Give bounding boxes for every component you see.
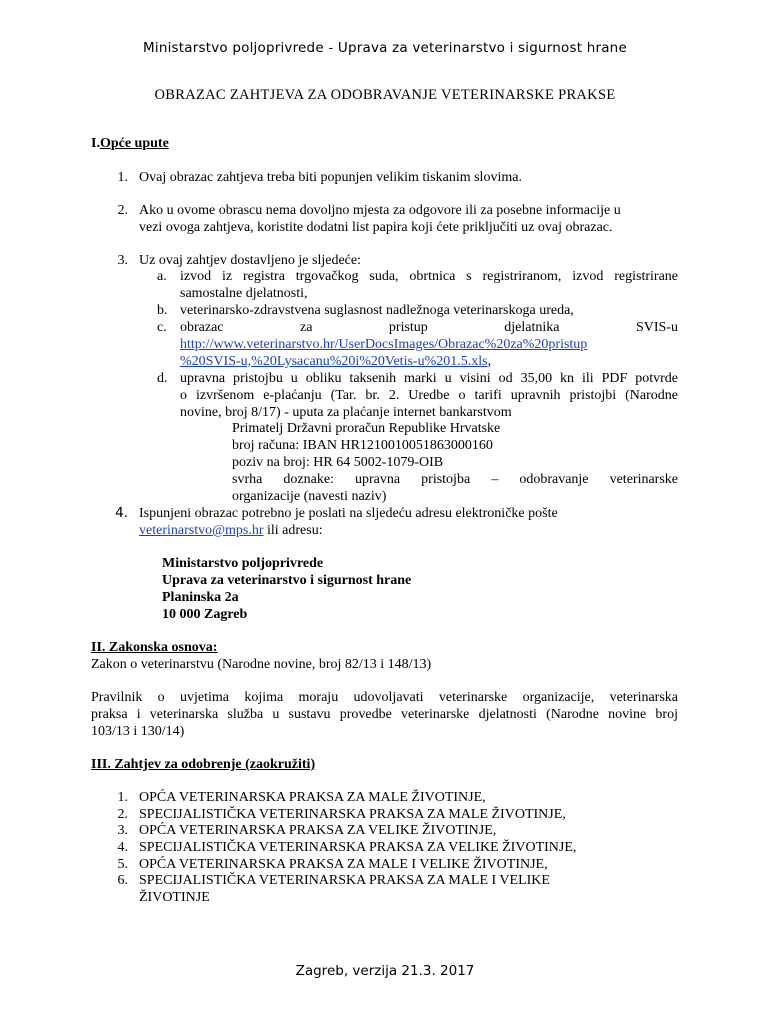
option-2-text[interactable]: SPECIJALISTIČKA VETERINARSKA PRAKSA ZA MALE ŽIVOTINJE,: [139, 807, 566, 822]
sub-d-line-2: o izvršenom e-plaćanju (Tar. br. 2. Uredbe o tarifi upravnih pristojbi (Narodne: [180, 388, 678, 403]
option-2-number: 2.: [117, 807, 128, 822]
sub-a-letter: a.: [157, 269, 167, 284]
item-4-after-email: ili adresu:: [263, 523, 323, 538]
sub-d-letter: d.: [157, 371, 168, 386]
svis-form-link-part-1[interactable]: http://www.veterinarstvo.hr/UserDocsImages/Obrazac%20za%20pristup: [180, 337, 588, 352]
sub-a-line-1: izvod iz registra trgovačkog suda, obrtnica s registriranom, izvod registrirane: [180, 269, 678, 284]
sub-c-word-2: za: [300, 320, 313, 335]
sub-a-line-2: samostalne djelatnosti,: [180, 286, 308, 301]
page-footer: Zagreb, verzija 21.3. 2017: [295, 963, 475, 979]
svis-form-link-comma: ,: [487, 354, 492, 369]
item-4-line-1: Ispunjeni obrazac potrebno je poslati na sljedeću adresu elektroničke pošte: [139, 506, 558, 521]
item-3-text: Uz ovaj zahtjev dostavljeno je sljedeće:: [139, 253, 361, 268]
item-2-line-1: Ako u ovome obrascu nema dovoljno mjesta za odgovore ili za posebne informacije u: [139, 203, 621, 218]
option-5-text[interactable]: OPĆA VETERINARSKA PRAKSA ZA MALE I VELIKE ŽIVOTINJE,: [139, 857, 548, 872]
option-1-number: 1.: [117, 790, 128, 805]
address-line-1: Ministarstvo poljoprivrede: [162, 556, 324, 571]
option-3-number: 3.: [117, 823, 128, 838]
page-title: OBRAZAC ZAHTJEVA ZA ODOBRAVANJE VETERINARSKE PRAKSE: [154, 87, 616, 103]
address-line-4: 10 000 Zagreb: [162, 607, 248, 622]
svis-form-link-line-2[interactable]: [180, 353, 491, 370]
sub-b-letter: b.: [157, 303, 168, 318]
item-3-number: 3.: [117, 253, 128, 268]
sub-c-word-4: djelatnika: [504, 320, 560, 335]
payment-purpose-line-2: organizacije (navesti naziv): [232, 489, 387, 504]
option-1-text[interactable]: OPĆA VETERINARSKA PRAKSA ZA MALE ŽIVOTINJE,: [139, 790, 486, 805]
sub-c-word-3: pristup: [388, 320, 428, 335]
section-3-heading: III. Zahtjev za odobrenje (zaokružiti): [91, 757, 316, 772]
svis-form-link-part-2[interactable]: %20SVIS-u,%20Lysacanu%20i%20Vetis-u%201.5.xls: [180, 354, 488, 369]
sub-c-line-1: [180, 319, 678, 336]
option-4-text[interactable]: SPECIJALISTIČKA VETERINARSKA PRAKSA ZA VELIKE ŽIVOTINJE,: [139, 840, 577, 855]
item-2-line-2: vezi ovoga zahtjeva, koristite dodatni list papira koji ćete priključiti uz ovaj obrazac.: [139, 220, 613, 235]
law-2-line-2: praksa i veterinarska služba u sustavu provedbe veterinarske djelatnosti (Narodne novine broj: [91, 707, 678, 722]
sub-c-word-1: obrazac: [180, 320, 224, 335]
option-6-text[interactable]: SPECIJALISTIČKA VETERINARSKA PRAKSA ZA MALE I VELIKE: [139, 873, 550, 888]
option-4-number: 4.: [117, 840, 128, 855]
item-4-line-2: [139, 522, 323, 539]
svis-form-link-line-1[interactable]: [180, 336, 587, 353]
option-5-number: 5.: [117, 857, 128, 872]
payment-purpose-line-1: svrha doznake: upravna pristojba – odobravanje veterinarske: [232, 472, 678, 487]
page-header: Ministarstvo poljoprivrede - Uprava za veterinarstvo i sigurnost hrane: [143, 40, 627, 56]
law-2-line-1: Pravilnik o uvjetima kojima moraju udovoljavati veterinarske organizacije, veterinarska: [91, 690, 678, 705]
section-1-heading: [91, 136, 169, 152]
option-3-text[interactable]: OPĆA VETERINARSKA PRAKSA ZA VELIKE ŽIVOTINJE,: [139, 823, 497, 838]
email-link[interactable]: veterinarstvo@mps.hr: [139, 523, 264, 538]
item-1-number: 1.: [117, 170, 128, 185]
law-1: Zakon o veterinarstvu (Narodne novine, broj 82/13 i 148/13): [91, 657, 432, 672]
item-4-number: 4.: [115, 505, 128, 521]
sub-c-word-5: SVIS-u: [635, 320, 678, 335]
section-2-heading: II. Zakonska osnova:: [91, 640, 218, 655]
sub-c-letter: c.: [157, 320, 167, 335]
section-1-number: I.: [91, 136, 100, 151]
address-line-2: Uprava za veterinarstvo i sigurnost hrane: [162, 573, 412, 588]
option-6-text-line-2[interactable]: ŽIVOTINJE: [139, 890, 210, 905]
sub-b-text: veterinarsko-zdravstvena suglasnost nadležnoga veterinarskoga ureda,: [180, 303, 574, 318]
sub-d-line-3: novine, broj 8/17) - uputa za plaćanje internet bankarstvom: [180, 405, 512, 420]
payment-reference: poziv na broj: HR 64 5002-1079-OIB: [232, 455, 444, 470]
item-2-number: 2.: [117, 203, 128, 218]
payment-iban: broj računa: IBAN HR1210010051863000160: [232, 438, 493, 453]
section-1-title: Opće upute: [99, 136, 169, 151]
address-line-3: Planinska 2a: [162, 590, 239, 605]
sub-d-line-1: upravna pristojbu u obliku taksenih marki u visini od 35,00 kn ili PDF potvrde: [180, 371, 678, 386]
option-6-number: 6.: [117, 873, 128, 888]
law-2-line-3: 103/13 i 130/14): [91, 724, 185, 739]
item-1-text: Ovaj obrazac zahtjeva treba biti popunjen velikim tiskanim slovima.: [139, 170, 522, 185]
payment-recipient: Primatelj Državni proračun Republike Hrvatske: [232, 421, 501, 436]
